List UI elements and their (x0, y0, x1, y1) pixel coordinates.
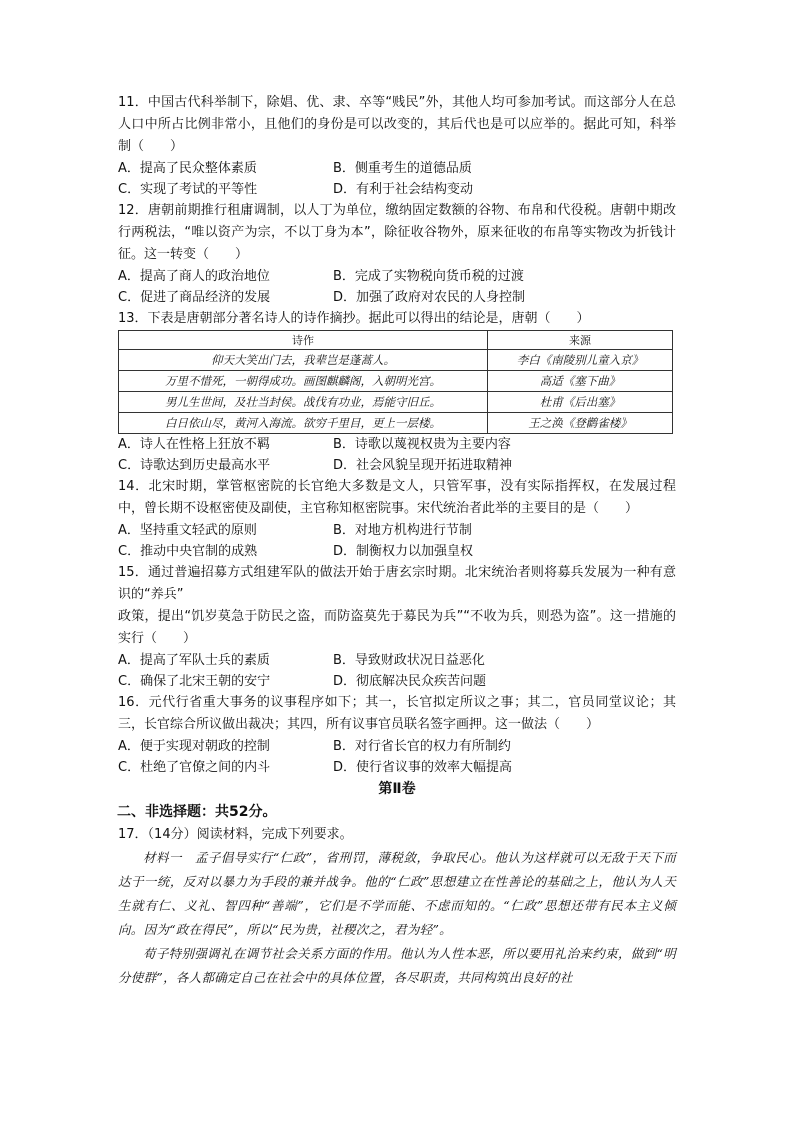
option-b: B．诗歌以蔑视权贵为主要内容 (333, 437, 511, 452)
option-b: B．侧重考生的道德品质 (333, 161, 472, 176)
option-d: D．制衡权力以加强皇权 (333, 544, 474, 559)
option-a: A．诗人在性格上狂放不羁 (118, 437, 270, 452)
question-14 (118, 476, 676, 562)
question-stem: 16．元代行省重大事务的议事程序如下；其一，长官拟定所议之事；其二，官员同堂议论；其三，长官综合所议做出裁决；其四，所有议事官员联名签字画押。这一做法（ ） (118, 695, 676, 732)
material-two: 荀子特别强调礼在调节社会关系方面的作用。他认为人性本恶，所以要用礼治来约束，做到“明分使群”，各人都确定自己在社会中的具体位置，各尽职责，共同构筑出良好的社 (118, 946, 676, 985)
table-header-row (119, 331, 673, 350)
option-c: C．确保了北宋王朝的安宁 (118, 674, 271, 689)
option-d: D．彻底解决民众疾苦问题 (333, 674, 487, 689)
option-a: A．提高了军队士兵的素质 (118, 653, 270, 668)
header-poem: 诗作 (119, 331, 488, 350)
poem-cell: 白日依山尽，黄河入海流。欲穷千里目，更上一层楼。 (119, 413, 488, 434)
option-b: B．完成了实物税向货币税的过渡 (333, 269, 524, 284)
options (118, 650, 676, 692)
source-cell: 杜甫《后出塞》 (488, 392, 673, 413)
option-c: C．杜绝了官僚之间的内斗 (118, 760, 271, 775)
option-d: D．社会风貌呈现开拓进取精神 (333, 458, 513, 473)
question-stem: 13．下表是唐朝部分著名诗人的诗作摘抄。据此可以得出的结论是，唐朝（ ） (118, 311, 590, 326)
volume-title: 第Ⅱ卷 (378, 781, 416, 797)
option-a: A．坚持重文轻武的原则 (118, 523, 257, 538)
option-a: A．提高了民众整体素质 (118, 161, 257, 176)
section-title: 二、非选择题：共52分。 (117, 804, 277, 820)
option-b: B．对行省长官的权力有所制约 (333, 739, 511, 754)
table-row (119, 392, 673, 413)
poem-table (118, 330, 673, 434)
option-d: D．使行省议事的效率大幅提高 (333, 760, 513, 775)
option-d: D．有利于社会结构变动 (333, 182, 474, 197)
option-c: C．实现了考试的平等性 (118, 182, 258, 197)
question-15 (118, 562, 676, 692)
question-stem: 17．（14分）阅读材料，完成下列要求。 (118, 827, 353, 842)
option-a: A．提高了商人的政治地位 (118, 269, 270, 284)
source-cell: 李白《南陵别儿童入京》 (488, 350, 673, 371)
question-13 (118, 308, 676, 476)
option-b: B．导致财政状况日益恶化 (333, 653, 485, 668)
question-11 (118, 92, 676, 200)
option-b: B．对地方机构进行节制 (333, 523, 472, 538)
poem-cell: 男儿生世间，及壮当封侯。战伐有功业，焉能守旧丘。 (119, 392, 488, 413)
question-stem-line2: 政策，提出“饥岁莫急于防民之盗，而防盗莫先于募民为兵”“不收为兵，则恐为盗”。这一措施的实行（ ） (118, 609, 676, 646)
table-row (119, 413, 673, 434)
question-12 (118, 200, 676, 308)
table-row (119, 371, 673, 392)
exam-page (118, 92, 676, 990)
option-c: C．促进了商品经济的发展 (118, 290, 271, 305)
question-16 (118, 692, 676, 778)
header-source: 来源 (488, 331, 673, 350)
option-c: C．推动中央官制的成熟 (118, 544, 258, 559)
table-row (119, 350, 673, 371)
options (118, 434, 676, 476)
option-c: C．诗歌达到历史最高水平 (118, 458, 271, 473)
option-d: D．加强了政府对农民的人身控制 (333, 290, 526, 305)
option-a: A．便于实现对朝政的控制 (118, 739, 270, 754)
source-cell: 王之涣《登鹳雀楼》 (488, 413, 673, 434)
question-stem: 11．中国古代科举制下，除娼、优、隶、卒等“贱民”外，其他人均可参加考试。而这部分人在总人口中所占比例非常小，且他们的身份是可以改变的，其后代也是可以应举的。据此可知，科举制（ ） (118, 95, 676, 154)
material-one: 材料一 孟子倡导实行“仁政”，省刑罚，薄税敛，争取民心。他认为这样就可以无敌于天下而达于一统，反对以暴力为手段的兼并战争。他的“仁政”思想建立在性善论的基础之上，他认为人天生就有仁、义礼、智四种“善端”，它们是不学而能、不虑而知的。“仁政”思想还带有民本主义倾向。因为“政在得民”，所以“民为贵，社稷次之，君为轻”。 (118, 850, 676, 937)
question-stem: 14．北宋时期，掌管枢密院的长官绝大多数是文人，只管军事，没有实际指挥权，在发展过程中，曾长期不设枢密使及副使，主官称知枢密院事。宋代统治者此举的主要目的是（ ） (118, 479, 676, 516)
options (118, 736, 676, 778)
options (118, 520, 676, 562)
options (118, 158, 676, 200)
poem-cell: 仰天大笑出门去，我辈岂是蓬蒿人。 (119, 350, 488, 371)
question-stem: 12．唐朝前期推行租庸调制，以人丁为单位，缴纳固定数额的谷物、布帛和代役税。唐朝中期改行两税法，“唯以资产为宗，不以丁身为本”，除征收谷物外，原来征收的布帛等实物改为折钱计征。这一转变（ ） (118, 203, 676, 262)
options (118, 266, 676, 308)
poem-cell: 万里不惜死，一朝得成功。画图麒麟阁，入朝明光宫。 (119, 371, 488, 392)
source-cell: 高适《塞下曲》 (488, 371, 673, 392)
question-17 (118, 824, 676, 990)
question-stem-line1: 15．通过普遍招募方式组建军队的做法开始于唐玄宗时期。北宋统治者则将募兵发展为一种有意识的“养兵” (118, 565, 676, 602)
